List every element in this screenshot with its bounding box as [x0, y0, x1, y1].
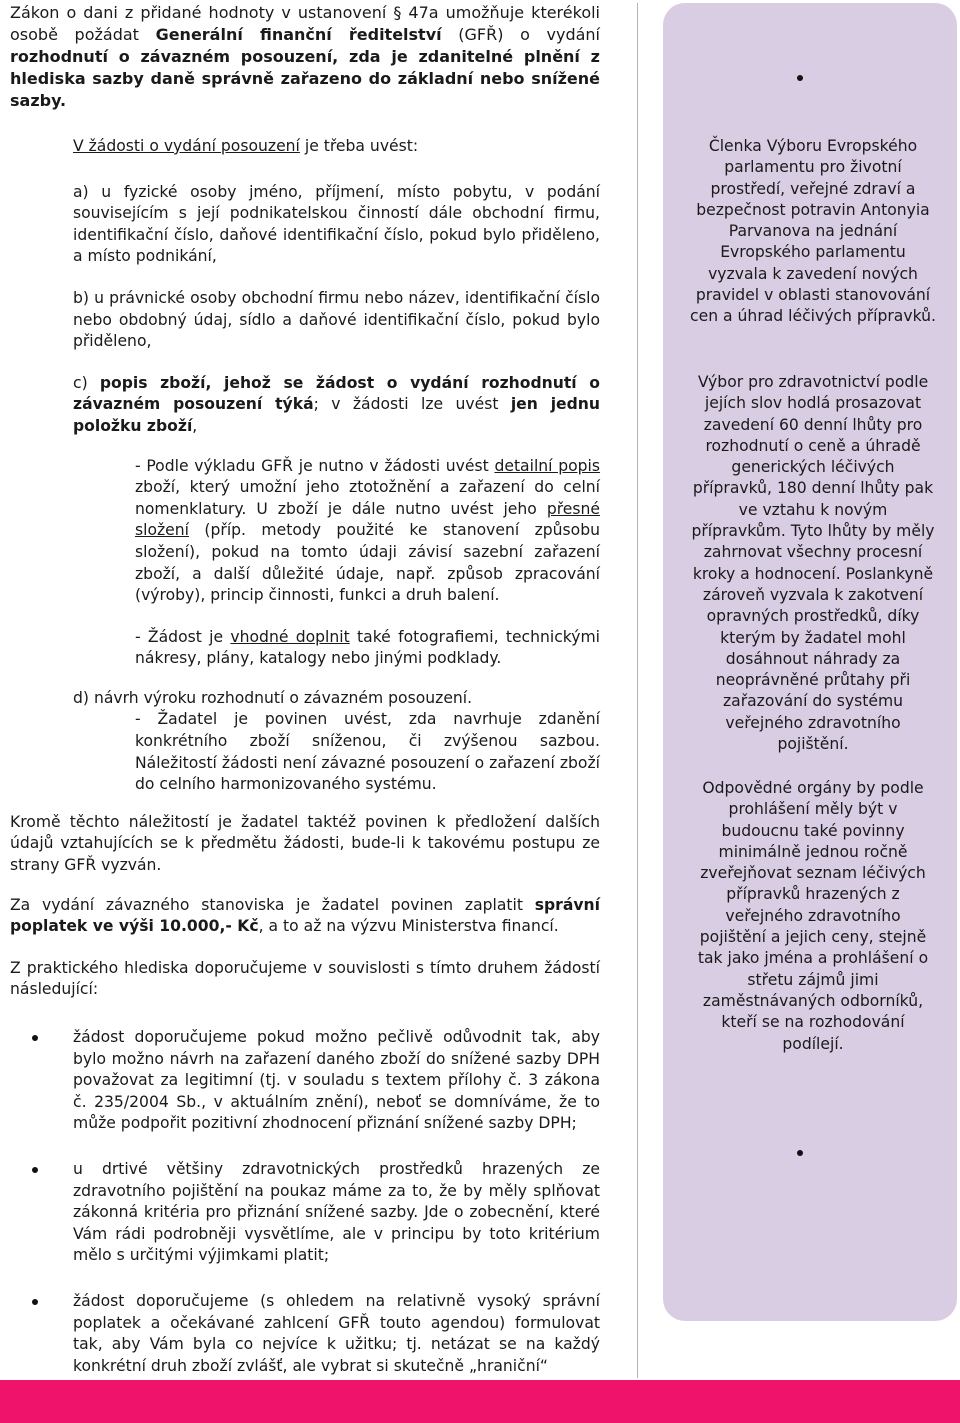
c1-text-1: - Podle výkladu GFŘ je nutno v žádosti uvést	[135, 456, 495, 475]
c1-text-2: zboží, který umožní jeho ztotožnění a zařazení do celní nomenklatury. U zboží je dále nutno uvést jeho	[135, 478, 600, 518]
request-intro-link[interactable]: V žádosti o vydání posouzení	[73, 137, 300, 155]
sidebar-bullet-top	[797, 75, 803, 81]
item-c-bold: popis zboží, jehož se žádost o vydání rozhodnutí o závazném posouzení týká	[73, 373, 600, 414]
sidebar-bullet-bottom	[797, 1150, 803, 1156]
intro-paragraph	[10, 2, 600, 112]
extra-paragraph: Kromě těchto náležitostí je žadatel taktéž povinen k předložení dalších údajů vztahujících se k předmětu žádosti, bude-li k takovému postupu ze strany GFŘ vyzván.	[10, 812, 600, 875]
item-c-note-1	[135, 456, 600, 607]
bullet-icon	[32, 1035, 38, 1041]
bullet-item-2	[73, 1159, 600, 1267]
c2-text-2: také fotografiemi, technickými nákresy, plány, katalogy nebo jinými podklady.	[135, 627, 601, 668]
item-c-bold-2: jen jednu položku zboží	[73, 395, 600, 435]
request-item-b: b) u právnické osoby obchodní firmu nebo název, identifikační číslo nebo obdobný údaj, sídlo a daňové identifikační číslo, pokud bylo přiděleno,	[73, 288, 600, 351]
intro-text-3: rozhodnutí o závazném posouzení, zda je zdanitelné plnění z hlediska sazby daně správně zařazeno do základní nebo snížené sazby.	[10, 47, 600, 110]
item-c-end: ,	[192, 416, 198, 435]
sidebar-paragraph-1: Členka Výboru Evropského parlamentu pro životní prostředí, veřejné zdraví a bezpečnost potravin Antonyia Parvanova na jednání Evropského parlamentu vyzvala k zavedení nových pravidel v oblasti stanovování cen a úhrad léčivých přípravků.	[690, 137, 936, 326]
request-intro	[73, 136, 600, 158]
bullet-item-3	[73, 1291, 600, 1377]
footer-bar	[0, 1380, 960, 1423]
sidebar-paragraph-3: Odpovědné orgány by podle prohlášení měly být v budoucnu také povinny minimálně jednou ročně zveřejňovat seznam léčivých přípravků hrazených z veřejného zdravotního pojištění a jejich ceny, stejně tak jako jména a prohlášení o střetu zájmů jimi zaměstnávaných odborníků, kteří se na rozhodování podílejí.	[697, 779, 929, 1053]
fee-text-1: Za vydání závazného stanoviska je žadatel povinen zaplatit	[10, 895, 535, 914]
c1-underline-1: detailní popis	[494, 456, 601, 475]
bullet-text-3: žádost doporučujeme (s ohledem na relativně vysoký správní poplatek a očekávané zahlcení GFŘ touto agendou) formulovat tak, aby Vám byla co nejvíce k užitku; tj. netázat se na každý konkrétní druh zboží zvlášť, ale vybrat si skutečně „hraniční“	[73, 1291, 600, 1375]
fee-bold: správní poplatek ve výši 10.000,- Kč	[10, 895, 600, 936]
request-item-a: a) u fyzické osoby jméno, příjmení, místo pobytu, v podání souvisejícím s její podnikatelskou činností dále obchodní firmu, identifikační číslo, daňové identifikační číslo, pokud bylo přiděleno, a místo podnikání,	[73, 182, 600, 266]
c1-text-3: (příp. metody použité ke stanovení způsobu složení), pokud na tomto údaji závisí sazební zařazení zboží, a další důležité údaje, např. způsob zpracování (výroby), princip činnosti, funkci a druh balení.	[135, 521, 600, 605]
request-item-d: d) návrh výroku rozhodnutí o závazném posouzení.	[73, 688, 473, 707]
item-c-note-2	[135, 627, 600, 670]
c2-text-1: - Žádost je	[135, 627, 231, 646]
fee-text-2: , a to až na výzvu Ministerstva financí.	[258, 917, 559, 936]
request-item-c	[73, 373, 600, 438]
recommend-paragraph: Z praktického hlediska doporučujeme v souvislosti s tímto druhem žádostí následující:	[10, 958, 600, 999]
fee-paragraph	[10, 895, 600, 938]
intro-text-2: (GFŘ) o vydání	[441, 25, 600, 44]
column-divider	[637, 3, 638, 1378]
request-intro-rest: je třeba uvést:	[299, 137, 419, 155]
c2-underline-1: vhodné doplnit	[230, 627, 350, 646]
main-column	[10, 2, 600, 1377]
item-c-prefix: c)	[73, 373, 100, 392]
bullet-text-2: u drtivé většiny zdravotnických prostředků hrazených ze zdravotního pojištění na poukaz máme za to, že by měly splňovat zákonná kritéria pro přiznání snížené sazby. Jde o zobecnění, které Vám rádi podrobněji vysvětlíme, ale v principu by toto kritérium mělo s určitými výjimkami platit;	[73, 1159, 600, 1265]
c1-underline-2: přesné složení	[135, 499, 600, 540]
bullet-item-1	[73, 1027, 600, 1135]
bullet-icon	[32, 1167, 38, 1173]
item-c-mid: ; v žádosti lze uvést	[313, 395, 511, 414]
intro-text-1: Zákon o dani z přidané hodnoty v ustanovení § 47a umožňuje kterékoli osobě požádat	[10, 3, 600, 44]
sidebar-paragraph-2: Výbor pro zdravotnictví podle jejích slov hodlá prosazovat zavedení 60 denní lhůty pro rozhodnutí o ceně a úhradě generických léčivých přípravků, 180 denní lhůty pak ve vztahu k novým přípravkům. Tyto lhůty by měly zahrnovat všechny procesní kroky a hodnocení. Poslankyně zároveň vyzvala k zakotvení opravných prostředků, díky kterým by žadatel mohl dosáhnout náhrady za neoprávněné průtahy při zařazování do systému veřejného zdravotního pojištění.	[691, 373, 935, 754]
intro-gfr: Generální finanční ředitelství	[155, 25, 442, 44]
bullet-text-1: žádost doporučujeme pokud možno pečlivě odůvodnit tak, aby bylo možno návrh na zařazení daného zboží do snížené sazby DPH považovat za legitimní (tj. v souladu s textem přílohy č. 3 zákona č. 235/2004 Sb., v aktuálním znění), neboť se domníváme, že to může podpořit pozitivní zhodnocení přiznání snížené sazby DPH;	[73, 1028, 600, 1133]
bullet-icon	[32, 1299, 38, 1305]
item-d-note: - Žadatel je povinen uvést, zda navrhuje zdanění konkrétního zboží sníženou, či zvýšenou sazbou. Náležitostí žádosti není závazné posouzení o zařazení zboží do celního harmonizovaného systému.	[135, 710, 600, 794]
